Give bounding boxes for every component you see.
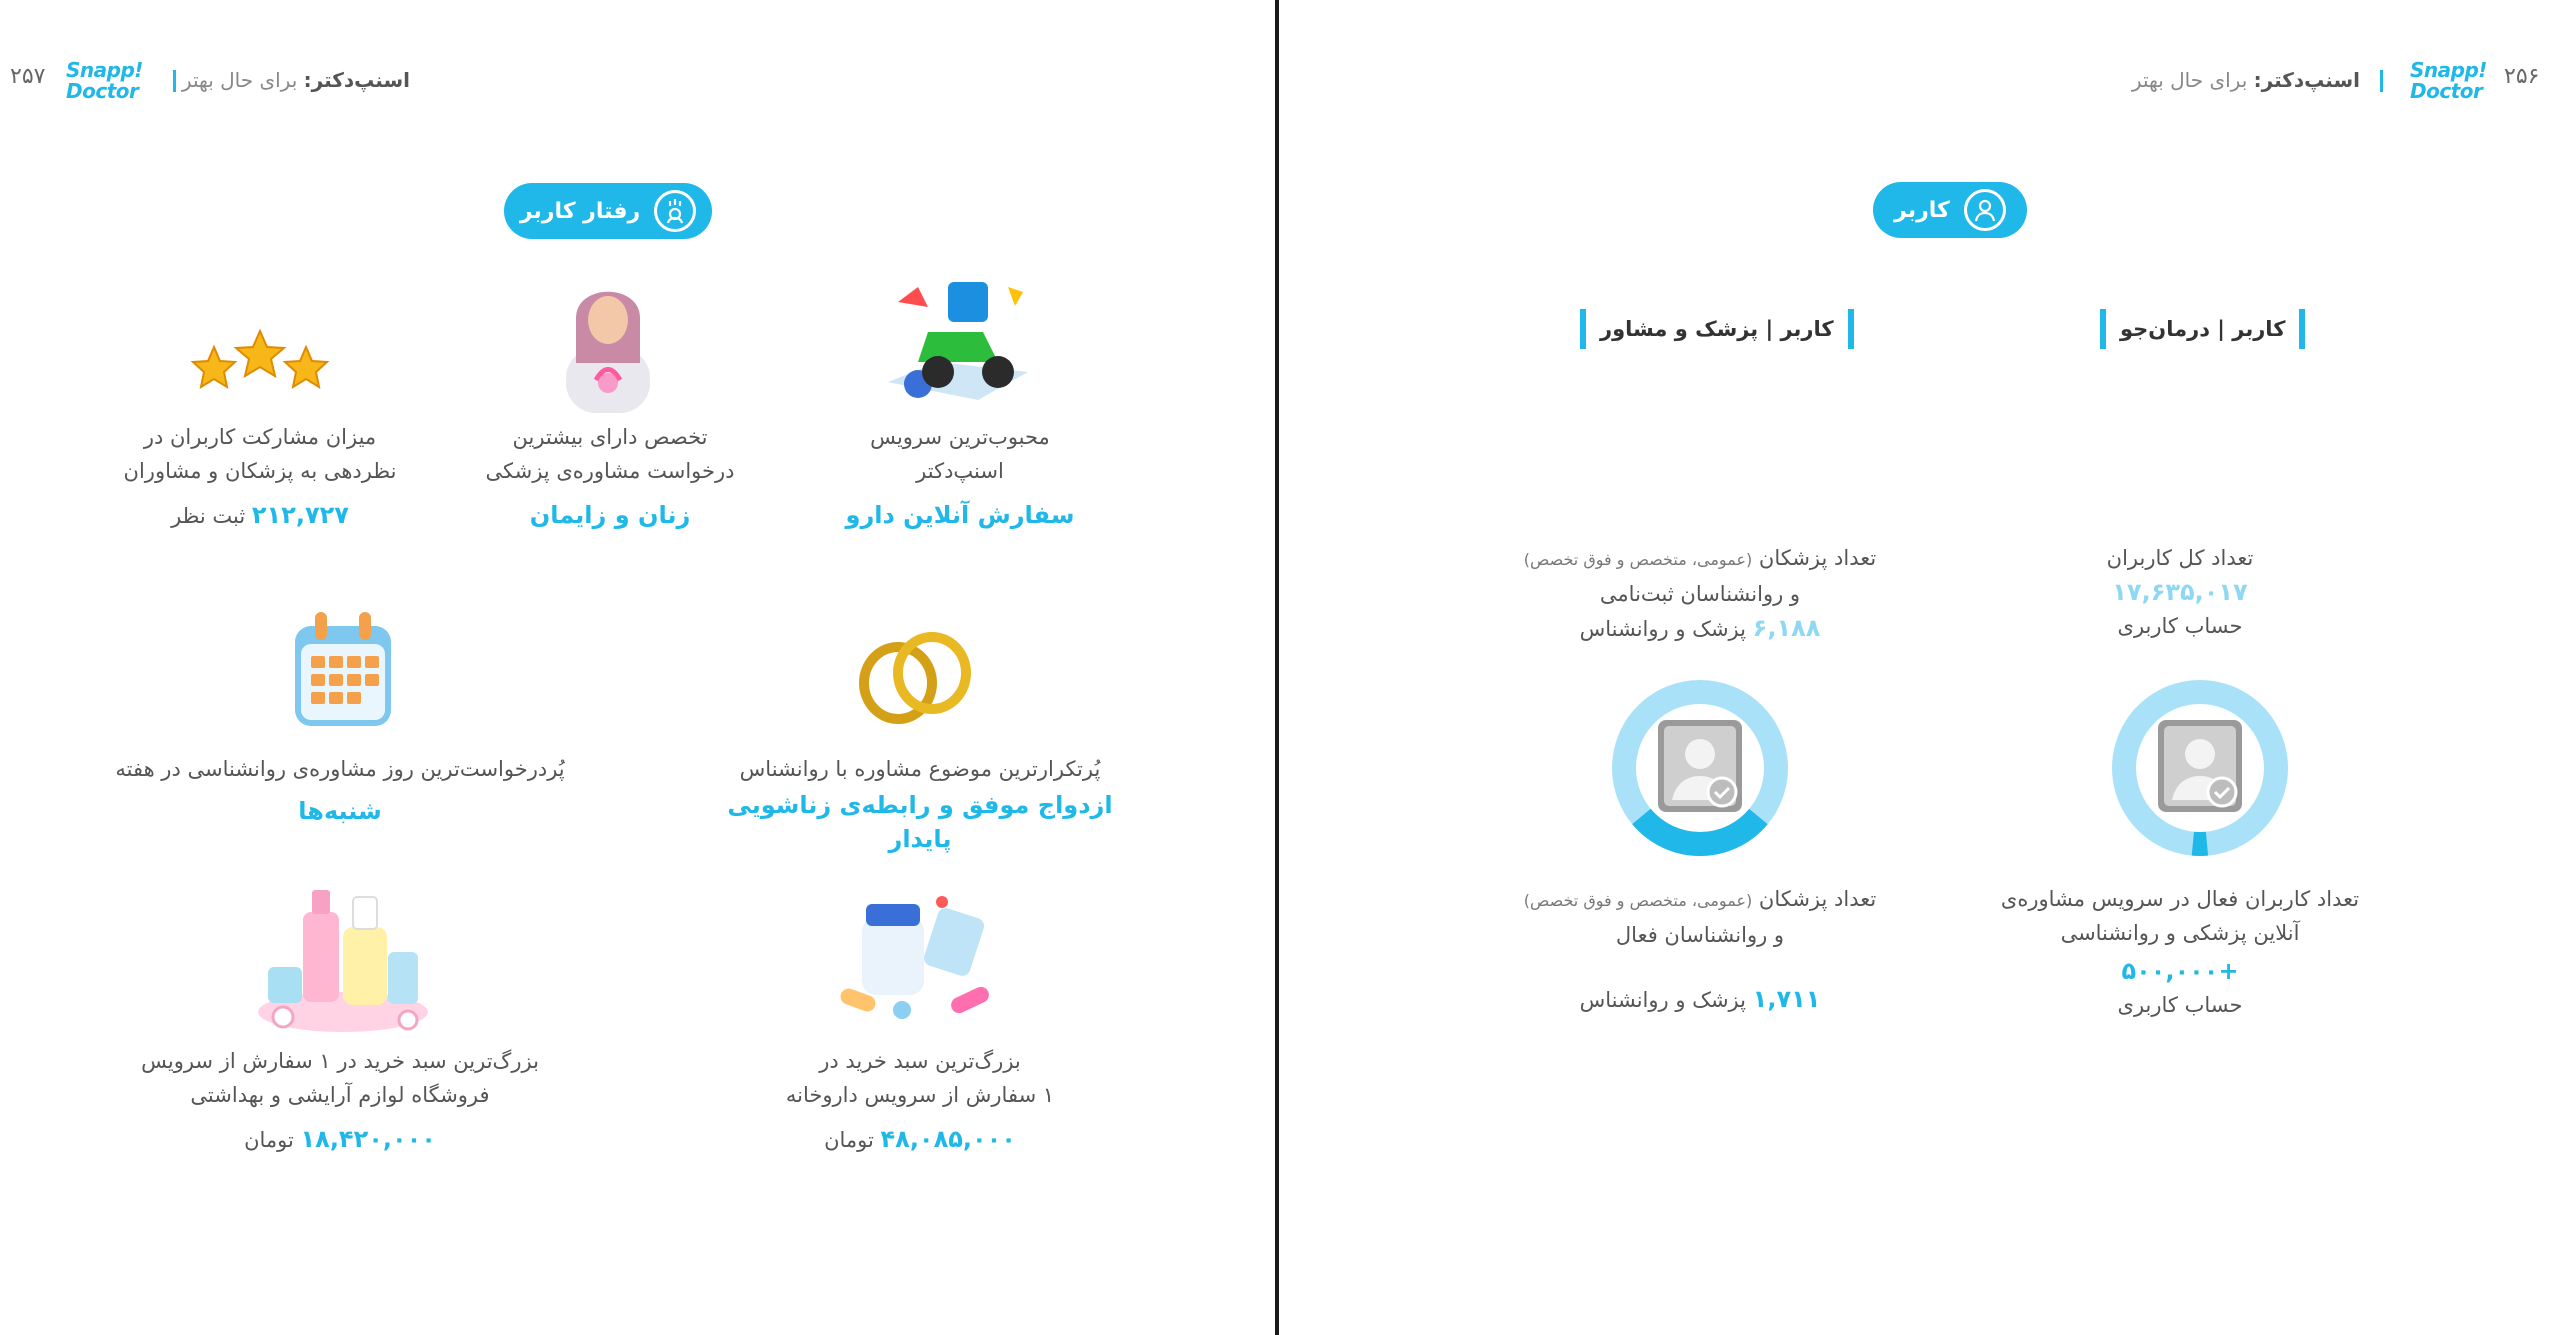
card-line: درخواست مشاوره‌ی پزشکی xyxy=(485,459,735,483)
stat-note: (عمومی، متخصص و فوق تخصص) xyxy=(1523,550,1753,569)
user-behavior-icon xyxy=(654,190,696,232)
cosmetics-icon xyxy=(248,872,438,1041)
card-line: ۱ سفارش از سرویس داروخانه xyxy=(785,1083,1055,1107)
col-header-doctor xyxy=(1580,309,1854,349)
card-line: تخصص دارای بیشترین xyxy=(512,425,708,449)
stat-unit: حساب کاربری xyxy=(2117,614,2243,638)
section-pill-label: رفتار کاربر xyxy=(519,198,641,224)
card-unit: تومان xyxy=(244,1128,294,1152)
right-page xyxy=(1280,0,2560,1335)
card-cosmetics-basket xyxy=(110,1044,570,1157)
card-line: محبوب‌ترین سرویس xyxy=(870,425,1050,449)
stat-value: ۶,۱۸۸ xyxy=(1752,614,1821,642)
doctor-avatar-icon xyxy=(548,268,668,417)
calendar-icon xyxy=(288,610,398,734)
card-line: بزرگ‌ترین سبد خرید در ۱ سفارش از سرویس xyxy=(141,1049,539,1073)
card-popular-service xyxy=(790,420,1130,532)
logo-line2: Doctor xyxy=(66,79,139,103)
header-title xyxy=(181,68,410,92)
page-divider xyxy=(1275,0,1279,1335)
card-specialty xyxy=(440,420,780,532)
card-line: پُردرخواست‌ترین روز مشاوره‌ی روانشناسی در هفته xyxy=(115,757,565,781)
page-number: ۲۵۷ xyxy=(10,64,46,89)
section-pill-label: کاربر xyxy=(1894,197,1950,223)
card-pharmacy-basket xyxy=(720,1044,1120,1157)
header-separator xyxy=(2380,70,2383,92)
card-value: ازدواج موفق و رابطه‌ی زناشویی پایدار xyxy=(727,791,1113,853)
card-line: نظردهی به پزشکان و مشاوران xyxy=(123,459,397,483)
user-icon xyxy=(1964,189,2006,231)
col-header-patient xyxy=(2100,309,2305,349)
card-line: فروشگاه لوازم آرایشی و بهداشتی xyxy=(190,1083,490,1107)
doctor-active-stat xyxy=(1500,882,1900,1017)
header-tagline: برای حال بهتر xyxy=(2131,68,2248,92)
stat-label: تعداد پزشکان xyxy=(1758,546,1877,570)
snapp-doctor-logo xyxy=(2410,60,2487,102)
doctor-registered-stat xyxy=(1500,541,1900,646)
header-brand: اسنپ‌دکتر: xyxy=(303,68,410,92)
page-number: ۲۵۶ xyxy=(2504,64,2540,89)
card-value: ۲۱۲,۷۲۷ xyxy=(251,501,349,529)
accent-bar xyxy=(2100,309,2106,349)
stat-value: ۱,۷۱۱ xyxy=(1752,985,1821,1013)
accent-bar xyxy=(1580,309,1586,349)
accent-bar xyxy=(1848,309,1854,349)
rings-icon xyxy=(845,628,985,732)
stat-label: تعداد کاربران فعال در سرویس مشاوره‌ی xyxy=(2000,887,2360,911)
card-common-topic xyxy=(700,752,1140,856)
stat-note: (عمومی، متخصص و فوق تخصص) xyxy=(1523,891,1753,910)
accent-bar xyxy=(2299,309,2305,349)
header-separator xyxy=(173,70,176,92)
stars-icon xyxy=(90,325,430,399)
card-value: سفارش آنلاین دارو xyxy=(845,501,1075,529)
col-header-label: کاربر | پزشک و مشاور xyxy=(1600,317,1834,341)
card-line: میزان مشارکت کاربران در xyxy=(143,425,377,449)
logo-line2: Doctor xyxy=(2410,79,2483,103)
card-unit: ثبت نظر xyxy=(171,504,246,528)
section-pill-user xyxy=(1873,182,2027,238)
stat-label: و روانشناسان فعال xyxy=(1615,923,1785,947)
card-value: ۱۸,۴۲۰,۰۰۰ xyxy=(300,1125,436,1153)
card-line: اسنپ‌دکتر xyxy=(916,459,1004,483)
header-tagline: برای حال بهتر xyxy=(181,68,298,92)
stat-value: +۵۰۰,۰۰۰ xyxy=(2121,957,2239,985)
card-line: پُرتکرارترین موضوع مشاوره با روانشناس xyxy=(739,757,1101,781)
header-brand: اسنپ‌دکتر: xyxy=(2253,68,2360,92)
stat-unit: پزشک و روانشناس xyxy=(1579,988,1746,1012)
stat-label: آنلاین پزشکی و روانشناسی xyxy=(2060,921,2300,945)
snapp-doctor-logo xyxy=(66,60,143,102)
stat-unit: پزشک و روانشناس xyxy=(1579,617,1746,641)
card-value: ۴۸,۰۸۵,۰۰۰ xyxy=(880,1125,1016,1153)
stat-label: و روانشناسان ثبت‌نامی xyxy=(1599,582,1801,606)
card-participation xyxy=(90,420,430,533)
card-value: زنان و زایمان xyxy=(529,501,691,529)
col-header-label: کاربر | درمان‌جو xyxy=(2120,317,2286,341)
patient-total-stat xyxy=(2010,541,2350,643)
header-title xyxy=(2131,68,2360,92)
patient-active-ring xyxy=(2110,678,2290,858)
stat-label: تعداد پزشکان xyxy=(1758,887,1877,911)
left-page xyxy=(0,0,1276,1335)
stat-unit: حساب کاربری xyxy=(2117,993,2243,1017)
card-unit: تومان xyxy=(824,1128,874,1152)
card-line: بزرگ‌ترین سبد خرید در xyxy=(819,1049,1021,1073)
stat-value: ۱۷,۶۳۵,۰۱۷ xyxy=(2112,578,2248,606)
card-value: شنبه‌ها xyxy=(298,797,382,825)
medicine-icon xyxy=(832,892,997,1031)
patient-active-stat xyxy=(1980,882,2380,1022)
stat-label: تعداد کل کاربران xyxy=(2106,546,2254,570)
doctor-active-ring xyxy=(1610,678,1790,858)
delivery-scooter-icon xyxy=(878,272,1038,411)
logo-line1: Snapp! xyxy=(2410,58,2487,82)
section-pill-user-behavior xyxy=(504,183,712,239)
card-busiest-day xyxy=(100,752,580,828)
logo-line1: Snapp! xyxy=(66,58,143,82)
